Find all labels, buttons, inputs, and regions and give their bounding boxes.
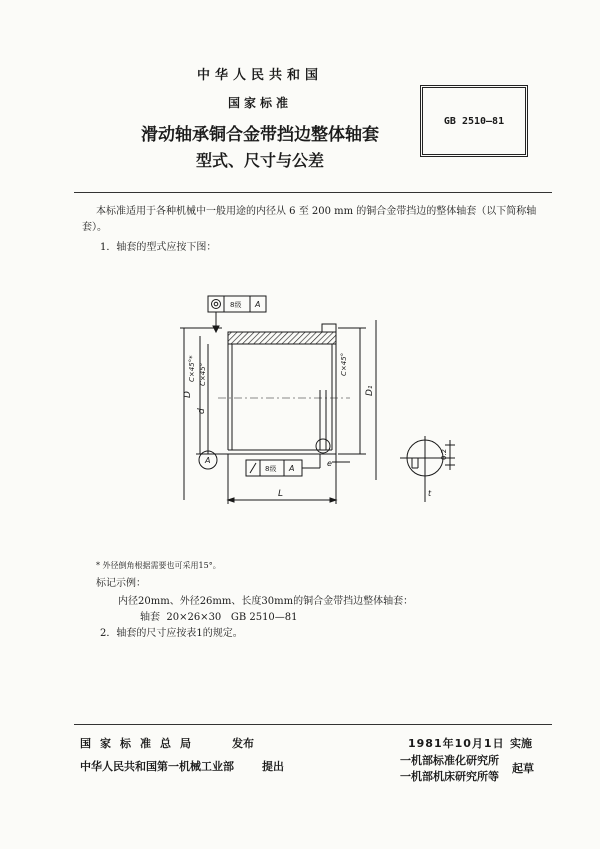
header-divider: [74, 192, 552, 193]
label-chamfer-right: C×45°: [340, 352, 348, 376]
label-L: L: [278, 489, 284, 499]
label-dim-02: 0.2: [440, 448, 448, 460]
implement-label: 实施: [510, 737, 532, 750]
label-D1: D₁: [365, 385, 375, 396]
label-d: d: [197, 408, 207, 414]
drafter-1: 一机部标准化研究所: [400, 754, 499, 767]
bushing-section: [218, 324, 350, 454]
issuer: 国家标准总局: [80, 737, 200, 750]
tol-bottom-grade: 8级: [265, 465, 277, 473]
label-e: e: [327, 459, 332, 468]
item-1: 1．轴套的型式应按下图：: [100, 242, 217, 253]
issued-label: 发布: [232, 737, 254, 750]
standard-number-box: [420, 85, 528, 157]
tolerance-frame-bottom: [246, 454, 320, 476]
example-title: 标记示例：: [96, 578, 146, 589]
standard-type: 国家标准: [227, 96, 292, 110]
intro-paragraph: 本标准适用于各种机械中一般用途的内径从 6 至 200 mm 的铜合金带挡边的整体轴套（以下简称轴套）。: [82, 206, 537, 233]
bushing-drawing: [160, 290, 480, 515]
tol-top-grade: 8级: [230, 301, 242, 309]
page-subtitle: 型式、尺寸与公差: [195, 151, 324, 170]
page-title: 滑动轴承铜合金带挡边整体轴套: [141, 125, 379, 145]
drafter-2: 一机部机床研究所等: [400, 770, 499, 783]
implement-date: 1981年10月1日: [408, 737, 505, 750]
example-mark: 轴套 20×26×30 GB 2510—81: [140, 612, 298, 623]
tol-bottom-datum: A: [289, 464, 295, 473]
drafted-label: 起草: [512, 762, 534, 775]
example-description: 内径20mm、外径26mm、长度30mm的铜合金带挡边整体轴套：: [118, 596, 414, 607]
label-chamfer-outer: C×45°*: [188, 355, 196, 382]
label-chamfer-inner: C×45°: [199, 362, 207, 386]
proposer: 中华人民共和国第一机械工业部: [80, 760, 234, 773]
datum-label: A: [205, 456, 211, 465]
standard-number: GB 2510—81: [443, 115, 505, 127]
label-t: t: [428, 489, 432, 498]
footnote: * 外径倒角根据需要也可采用15°。: [96, 561, 221, 570]
tol-top-datum: A: [255, 300, 261, 309]
item-2: 2．轴套的尺寸应按表1的规定。: [100, 628, 243, 639]
label-D: D: [183, 391, 193, 398]
proposed-label: 提出: [262, 760, 284, 773]
right-dimensions: [338, 320, 376, 480]
footer-divider: [74, 724, 552, 725]
country-heading: 中华人民共和国: [196, 68, 323, 83]
